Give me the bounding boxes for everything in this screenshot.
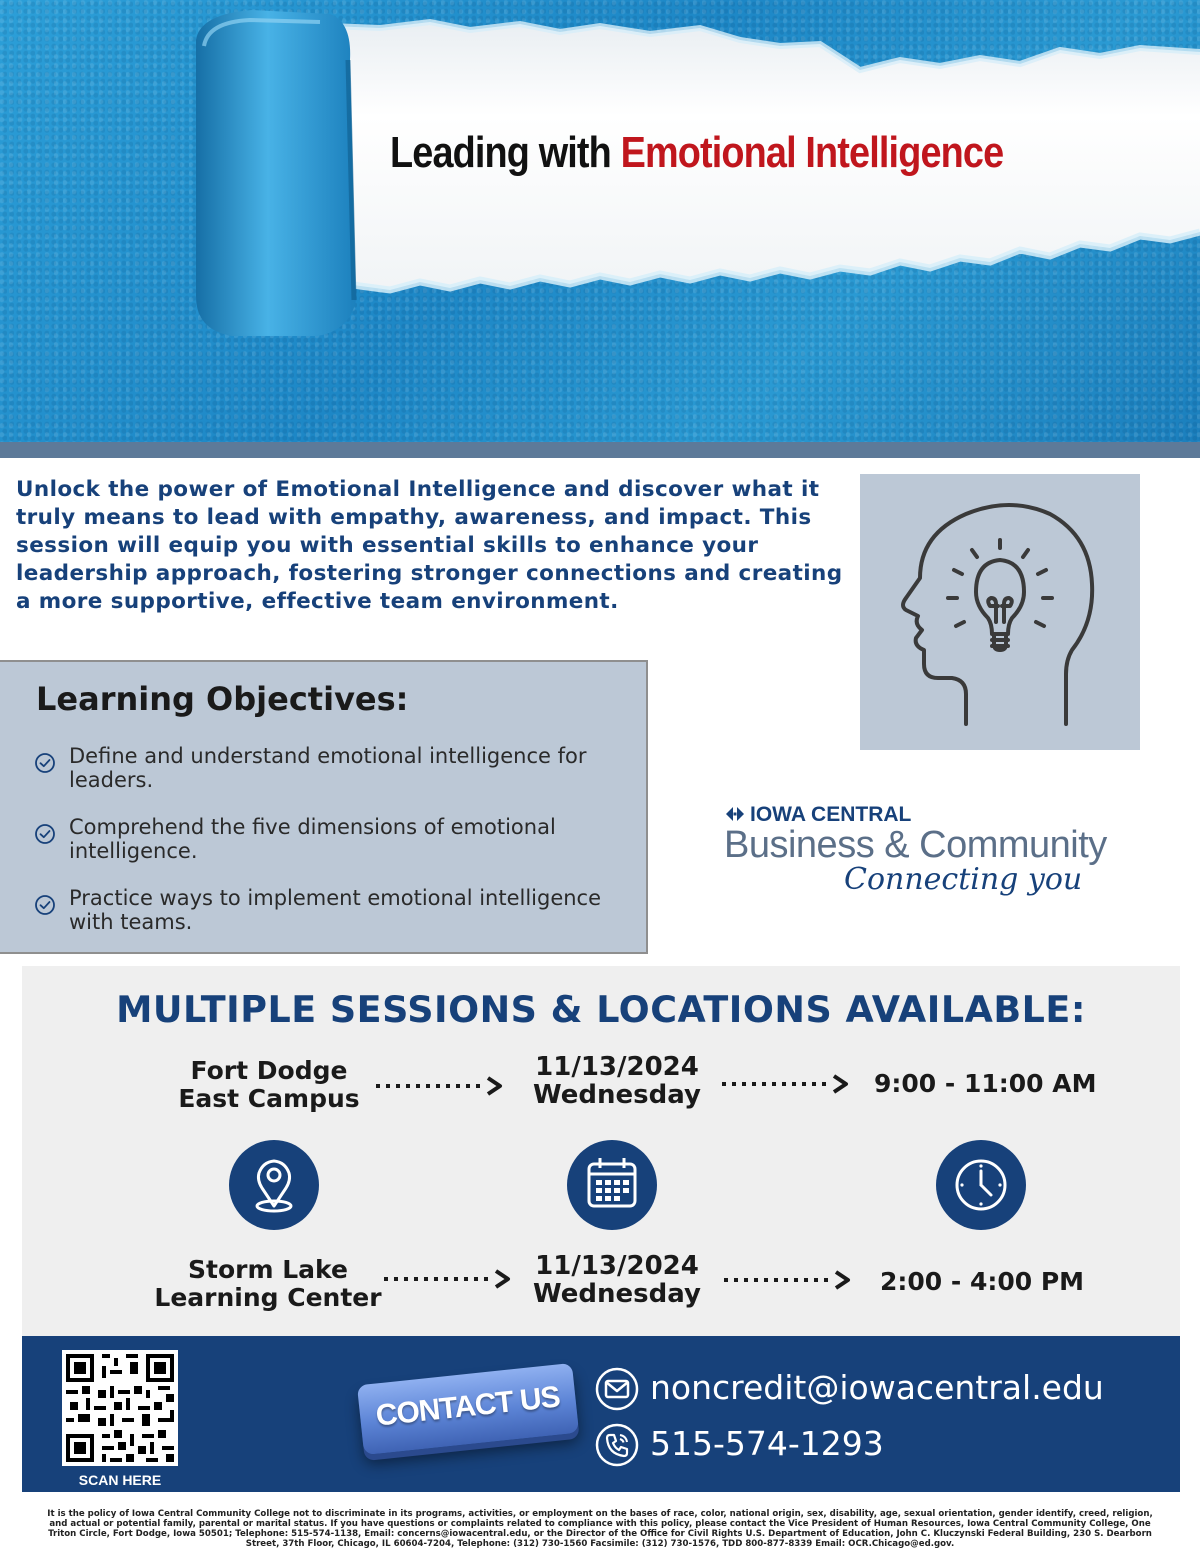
session-time: 9:00 - 11:00 AM: [874, 1069, 1097, 1098]
location-pin-badge: [229, 1140, 319, 1230]
check-circle-icon: [34, 823, 56, 845]
objective-text: Comprehend the five dimensions of emotional intelligence.: [69, 815, 556, 863]
email-text: noncredit@iowacentral.edu: [650, 1368, 1104, 1407]
location-pin-icon: [229, 1140, 319, 1230]
hero-banner: [0, 0, 1200, 442]
logo-division: Business & Community: [724, 824, 1107, 866]
location-line1: Fort Dodge: [190, 1056, 348, 1085]
head-lightbulb-panel: [860, 474, 1140, 750]
title-prefix: Leading with: [390, 128, 611, 177]
dotted-arrow-icon: [382, 1269, 522, 1289]
hero-divider: [0, 442, 1200, 458]
head-lightbulb-icon: [860, 474, 1140, 750]
dotted-arrow-icon: [720, 1074, 860, 1094]
contact-band: [22, 1336, 1180, 1492]
objective-item: [34, 744, 624, 804]
location-line1: Storm Lake: [188, 1255, 348, 1284]
dotted-arrow-icon: [374, 1076, 514, 1096]
calendar-badge: [567, 1140, 657, 1230]
session-location: [132, 1256, 404, 1312]
iowa-central-logo: [724, 800, 1154, 910]
location-line2: East Campus: [178, 1084, 360, 1113]
qr-code[interactable]: [62, 1350, 178, 1466]
objective-text: Define and understand emotional intelligence for leaders.: [69, 744, 587, 792]
contact-us-button[interactable]: [357, 1363, 579, 1455]
scan-label: SCAN HERE: [78, 1472, 162, 1488]
session-location: [162, 1057, 376, 1113]
day-value: Wednesday: [533, 1080, 701, 1110]
sessions-panel: [22, 966, 1180, 1336]
dotted-arrow-icon: [722, 1270, 862, 1290]
page-title: [390, 128, 1069, 178]
objective-item: [34, 886, 624, 946]
torn-paper-graphic: [0, 0, 1200, 442]
logo-mark-icon: [724, 804, 746, 824]
calendar-icon: [567, 1140, 657, 1230]
date-value: 11/13/2024: [535, 1251, 699, 1281]
check-circle-icon: [34, 752, 56, 774]
day-value: Wednesday: [533, 1279, 701, 1309]
objective-text: Practice ways to implement emotional intelligence with teams.: [69, 886, 602, 934]
intro-text: Unlock the power of Emotional Intelligence and discover what it truly means to lead with empathy, awareness, and impact. This session will equip you with essential skills to enhance your leadership approach, fostering stronger connections and creating a more supportive, effective team environment.: [16, 477, 843, 614]
clock-icon: [936, 1140, 1026, 1230]
qr-code-graphic: [62, 1350, 178, 1466]
clock-badge: [936, 1140, 1026, 1230]
title-accent: Emotional Intelligence: [620, 128, 1004, 177]
objective-item: [34, 815, 624, 875]
check-circle-icon: [34, 894, 56, 916]
session-date: [522, 1252, 712, 1308]
contact-us-label: CONTACT US: [374, 1380, 562, 1433]
logo-org: IOWA CENTRAL: [750, 803, 912, 826]
location-line2: Learning Center: [154, 1283, 382, 1312]
logo-tagline: Connecting you: [844, 862, 1083, 897]
envelope-icon: [594, 1366, 640, 1412]
nondiscrimination-disclaimer: It is the policy of Iowa Central Community College not to discriminate in its programs, activities, or employment on the bases of race, color, national origin, sex, disability, age, sexual orientation, gender identify, creed, religion, and actual or potential family, parental or marital status. If you have questions or complaints related to compliance with this policy, please contact the Vice President of Human Resources, Iowa Central Community College, One Triton Circle, Fort Dodge, Iowa 50501; Telephone: 515-574-1138, Email: concerns@iowacentral.edu, or the Director of the Office for Civil Rights U.S. Department of Education, John C. Kluczynski Federal Building, 230 S. Dearborn Street, 37th Floor, Chicago, IL 60604-7204, Telephone: (312) 730-1560 Facsimile: (312) 730-1576, TDD 800-877-8339 Email: OCR.Chicago@ed.gov.: [47, 1509, 1153, 1549]
phone-icon: [594, 1422, 640, 1468]
phone-text: 515-574-1293: [650, 1424, 884, 1463]
date-value: 11/13/2024: [535, 1052, 699, 1082]
sessions-heading: MULTIPLE SESSIONS & LOCATIONS AVAILABLE:: [116, 988, 1086, 1031]
objectives-heading: Learning Objectives:: [36, 680, 409, 718]
session-time: 2:00 - 4:00 PM: [880, 1267, 1085, 1296]
learning-objectives-panel: [0, 660, 648, 954]
session-date: [522, 1053, 712, 1109]
